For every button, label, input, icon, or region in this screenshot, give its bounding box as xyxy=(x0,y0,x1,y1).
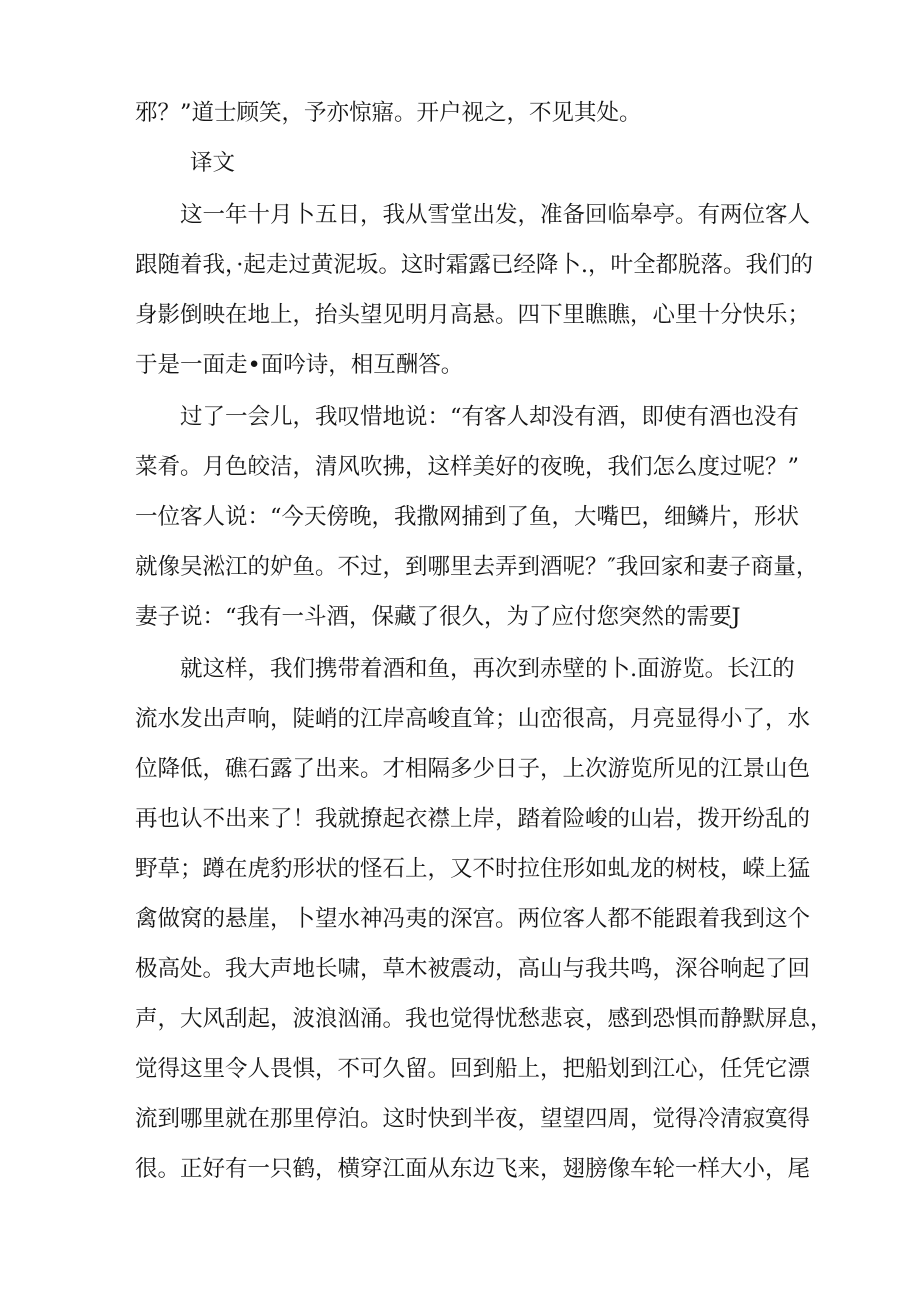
paragraph-3-line-7: 极高处。我大声地长啸，草木被震动，高山与我共鸣，深谷响起了回 xyxy=(135,956,811,982)
paragraph-3-line-3: 位降低，礁石露了出来。才相隔多少日子，上次游览所见的江景山色 xyxy=(135,756,811,782)
paragraph-2-line-2: 菜肴。月色皎洁，清风吹拂，这样美好的夜晚，我们怎么度过呢？” xyxy=(135,454,800,480)
section-heading-translation: 译文 xyxy=(190,150,236,176)
paragraph-3-line-4: 再也认不出来了！我就撩起衣襟上岸，踏着险峻的山岩，拨开纷乱的 xyxy=(135,806,811,832)
paragraph-2-line-1: 过了一会儿，我叹惜地说：“有客人却没有酒，即使有酒也没有 xyxy=(180,404,800,430)
paragraph-1-line-2: 跟随着我，·起走过黄泥坂。这时霜露已经降卜.，叶全都脱落。我们的 xyxy=(135,252,814,278)
paragraph-3-line-5: 野草；蹲在虎豹形状的怪石上，又不时拉住形如虬龙的树枝，嵘上猛 xyxy=(135,856,811,882)
paragraph-2-line-4: 就像吴淞江的妒鱼。不过，到哪里去弄到酒呢？″我回家和妻子商量， xyxy=(135,554,819,580)
paragraph-3-line-2: 流水发出声响，陡峭的江岸高峻直耸；山峦很高，月亮显得小了，水 xyxy=(135,706,811,732)
paragraph-1-line-4: 于是一面走•面吟诗，相互酬答。 xyxy=(135,352,464,378)
paragraph-3-line-10: 流到哪里就在那里停泊。这时快到半夜，望望四周，觉得冷清寂寞得 xyxy=(135,1106,811,1132)
paragraph-2-line-5: 妻子说：“我有一斗酒，保藏了很久，为了应付您突然的需要J xyxy=(135,604,741,630)
paragraph-1-line-3: 身影倒映在地上，抬头望见明月高悬。四下里瞧瞧，心里十分快乐； xyxy=(135,302,811,328)
text-line-1: 邪？”道士顾笑，予亦惊寤。开户视之，不见其处。 xyxy=(135,100,642,126)
paragraph-3-line-9: 觉得这里令人畏惧，不可久留。回到船上，把船划到江心，任凭它漂 xyxy=(135,1056,811,1082)
paragraph-3-line-8: 声，大风刮起，波浪汹涌。我也觉得忧愁悲哀，感到恐惧而静默屏息， xyxy=(135,1006,833,1032)
paragraph-2-line-3: 一位客人说：“今天傍晚，我撒网捕到了鱼，大嘴巴，细鳞片，形状 xyxy=(135,504,800,530)
paragraph-1-line-1: 这一年十月卜五日，我从雪堂出发，准备回临皋亭。有两位客人 xyxy=(180,202,811,228)
paragraph-3-line-11: 很。正好有一只鹤，横穿江面从东边飞来，翅膀像车轮一样大小，尾 xyxy=(135,1156,811,1182)
paragraph-3-line-6: 禽做窝的悬崖，卜望水神冯夷的深宫。两位客人都不能跟着我到这个 xyxy=(135,906,811,932)
paragraph-3-line-1: 就这样，我们携带着酒和鱼，再次到赤壁的卜.面游览。长江的 xyxy=(180,656,795,682)
